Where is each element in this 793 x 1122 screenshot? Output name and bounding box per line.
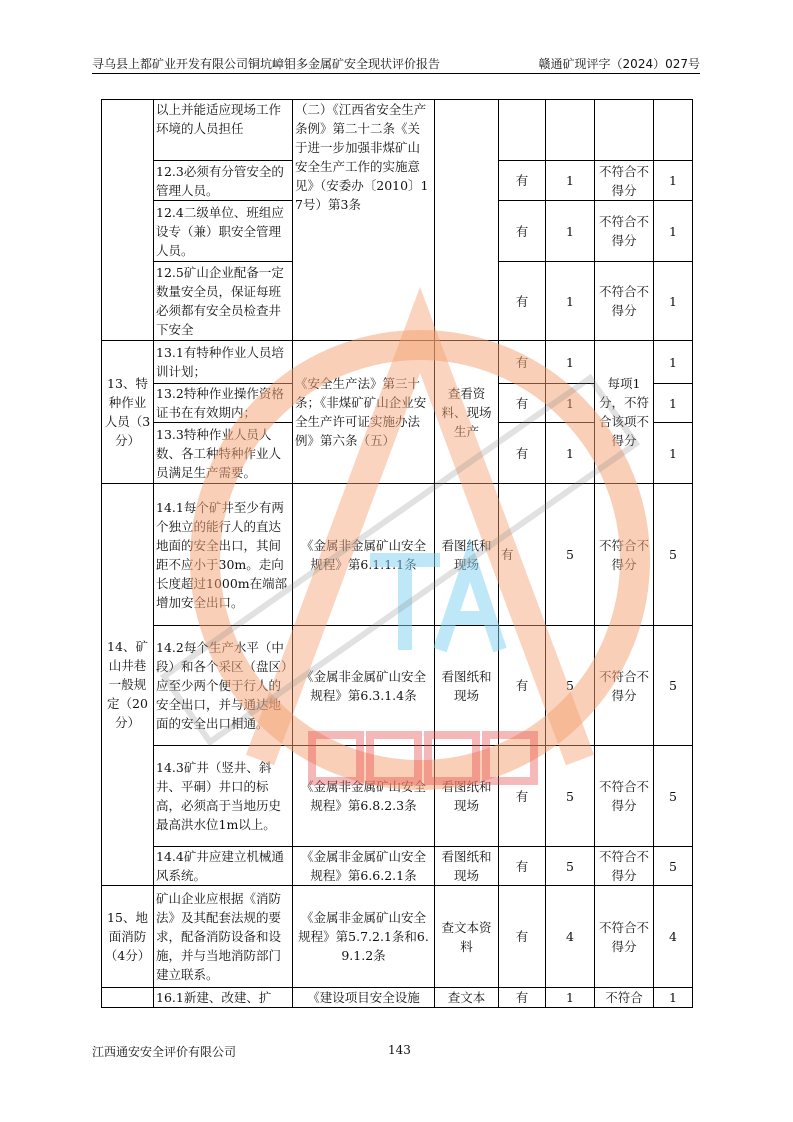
status-cell: 有 xyxy=(499,988,546,1008)
table-row xyxy=(102,886,693,988)
got-cell: 1 xyxy=(654,161,693,201)
basis-cell: 《金属非金属矿山安全规程》第6.1.1.1条 xyxy=(293,484,435,626)
content-cell: 14.3矿井（竖井、斜井、平硐）井口的标高，必须高于当地历史最高洪水位1m以上。 xyxy=(154,746,293,847)
basis-cell: 《建设项目安全设施 xyxy=(293,988,435,1008)
basis-cell: （二）《江西省安全生产条例》第二十二条《关于进一步加强非煤矿山安全生产工作的实施意见》（安委办〔2010〕17号）第3条 xyxy=(293,100,435,341)
rule-cell: 不符合不得分 xyxy=(595,886,654,988)
item-cell: 14、矿山井巷一般规定（20分） xyxy=(102,484,154,886)
status-cell: 有 xyxy=(499,201,546,262)
item-cell: 13、特种作业人员（3分） xyxy=(102,341,154,484)
table-row xyxy=(102,988,693,1008)
got-cell: 5 xyxy=(654,746,693,847)
status-cell: 有 xyxy=(499,484,546,626)
rule-cell: 不符合不得分 xyxy=(595,484,654,626)
content-cell: 矿山企业应根据《消防法》及其配套法规的要求，配备消防设备和设施，并与当地消防部门建立联系。 xyxy=(154,886,293,988)
score-cell: 1 xyxy=(546,161,595,201)
rule-cell: 不符合不得分 xyxy=(595,626,654,746)
content-cell: 13.2特种作业操作资格证书在有效期内； xyxy=(154,384,293,423)
item-cell: 15、地面消防（4分） xyxy=(102,886,154,988)
document-number: 赣通矿现评字（2024）027号 xyxy=(538,57,700,71)
evaluation-table xyxy=(101,99,693,1008)
content-cell: 12.3必须有分管安全的管理人员。 xyxy=(154,161,293,201)
score-cell: 1 xyxy=(546,988,595,1008)
page-header xyxy=(92,55,700,74)
got-cell: 1 xyxy=(654,384,693,423)
page-number: 143 xyxy=(388,1043,411,1057)
status-cell: 有 xyxy=(499,746,546,847)
status-cell: 有 xyxy=(499,423,546,484)
rule-cell: 不符合不得分 xyxy=(595,262,654,341)
method-cell: 看图纸和现场 xyxy=(435,746,499,847)
basis-cell: 《安全生产法》第三十条；《非煤矿矿山企业安全生产许可证实施办法例》第六条（五） xyxy=(293,341,435,484)
report-title: 寻乌县上都矿业开发有限公司铜坑嶂钼多金属矿安全现状评价报告 xyxy=(92,57,441,71)
got-cell: 4 xyxy=(654,886,693,988)
got-cell: 1 xyxy=(654,262,693,341)
item-cell xyxy=(102,100,154,341)
item-cell xyxy=(102,988,154,1008)
table-row xyxy=(102,746,693,847)
rule-cell: 不符合不得分 xyxy=(595,161,654,201)
content-cell: 12.4二级单位、班组应设专（兼）职安全管理人员。 xyxy=(154,201,293,262)
basis-cell: 《金属非金属矿山安全规程》第5.7.2.1条和6.9.1.2条 xyxy=(293,886,435,988)
content-cell: 13.3特种作业人员人数、各工种特种作业人员满足生产需要。 xyxy=(154,423,293,484)
content-cell: 14.1每个矿井至少有两个独立的能行人的直达地面的安全出口，其间距不应小于30m。走向长度超过1000m在端部增加安全出口。 xyxy=(154,484,293,626)
status-cell: 有 xyxy=(499,626,546,746)
method-cell: 看图纸和现场 xyxy=(435,626,499,746)
score-cell: 5 xyxy=(546,847,595,886)
rule-cell: 不符合 xyxy=(595,988,654,1008)
status-cell: 有 xyxy=(499,341,546,384)
method-cell: 查文本 xyxy=(435,988,499,1008)
content-cell: 14.2每个生产水平（中段）和各个采区（盘区）应至少两个便于行人的安全出口，并与通达地面的安全出口相通。 xyxy=(154,626,293,746)
got-cell: 1 xyxy=(654,423,693,484)
content-cell: 13.1有特种作业人员培训计划； xyxy=(154,341,293,384)
score-cell: 4 xyxy=(546,886,595,988)
got-cell: 1 xyxy=(654,201,693,262)
method-cell: 看图纸和现场 xyxy=(435,847,499,886)
table-row xyxy=(102,847,693,886)
basis-cell: 《金属非金属矿山安全规程》第6.8.2.3条 xyxy=(293,746,435,847)
got-cell: 1 xyxy=(654,988,693,1008)
rule-cell: 不符合不得分 xyxy=(595,746,654,847)
table-row xyxy=(102,626,693,746)
table-row xyxy=(102,484,693,626)
method-cell xyxy=(435,100,499,341)
score-cell: 1 xyxy=(546,341,595,384)
got-cell: 1 xyxy=(654,341,693,384)
table-row xyxy=(102,341,693,384)
basis-cell: 《金属非金属矿山安全规程》第6.3.1.4条 xyxy=(293,626,435,746)
score-cell: 5 xyxy=(546,746,595,847)
status-cell: 有 xyxy=(499,847,546,886)
table-row xyxy=(102,100,693,161)
status-cell: 有 xyxy=(499,886,546,988)
status-cell: 有 xyxy=(499,161,546,201)
got-cell: 5 xyxy=(654,484,693,626)
score-cell: 1 xyxy=(546,384,595,423)
score-cell: 5 xyxy=(546,626,595,746)
method-cell: 查文本资料 xyxy=(435,886,499,988)
rule-cell: 不符合不得分 xyxy=(595,201,654,262)
score-cell: 1 xyxy=(546,201,595,262)
rule-cell: 每项1分，不符合该项不得分 xyxy=(595,341,654,484)
content-cell: 以上并能适应现场工作环境的人员担任 xyxy=(154,100,293,161)
score-cell: 5 xyxy=(546,484,595,626)
content-cell: 12.5矿山企业配备一定数量安全员，保证每班必须都有安全员检查井下安全 xyxy=(154,262,293,341)
content-cell: 14.4矿井应建立机械通风系统。 xyxy=(154,847,293,886)
status-cell: 有 xyxy=(499,262,546,341)
rule-cell: 不符合不得分 xyxy=(595,847,654,886)
method-cell: 看图纸和现场 xyxy=(435,484,499,626)
got-cell: 5 xyxy=(654,847,693,886)
score-cell: 1 xyxy=(546,262,595,341)
content-cell: 16.1新建、改建、扩 xyxy=(154,988,293,1008)
status-cell: 有 xyxy=(499,384,546,423)
score-cell: 1 xyxy=(546,423,595,484)
got-cell: 5 xyxy=(654,626,693,746)
basis-cell: 《金属非金属矿山安全规程》第6.6.2.1条 xyxy=(293,847,435,886)
method-cell: 查看资料、现场生产 xyxy=(435,341,499,484)
footer-company: 江西通安安全评价有限公司 xyxy=(92,1045,237,1059)
